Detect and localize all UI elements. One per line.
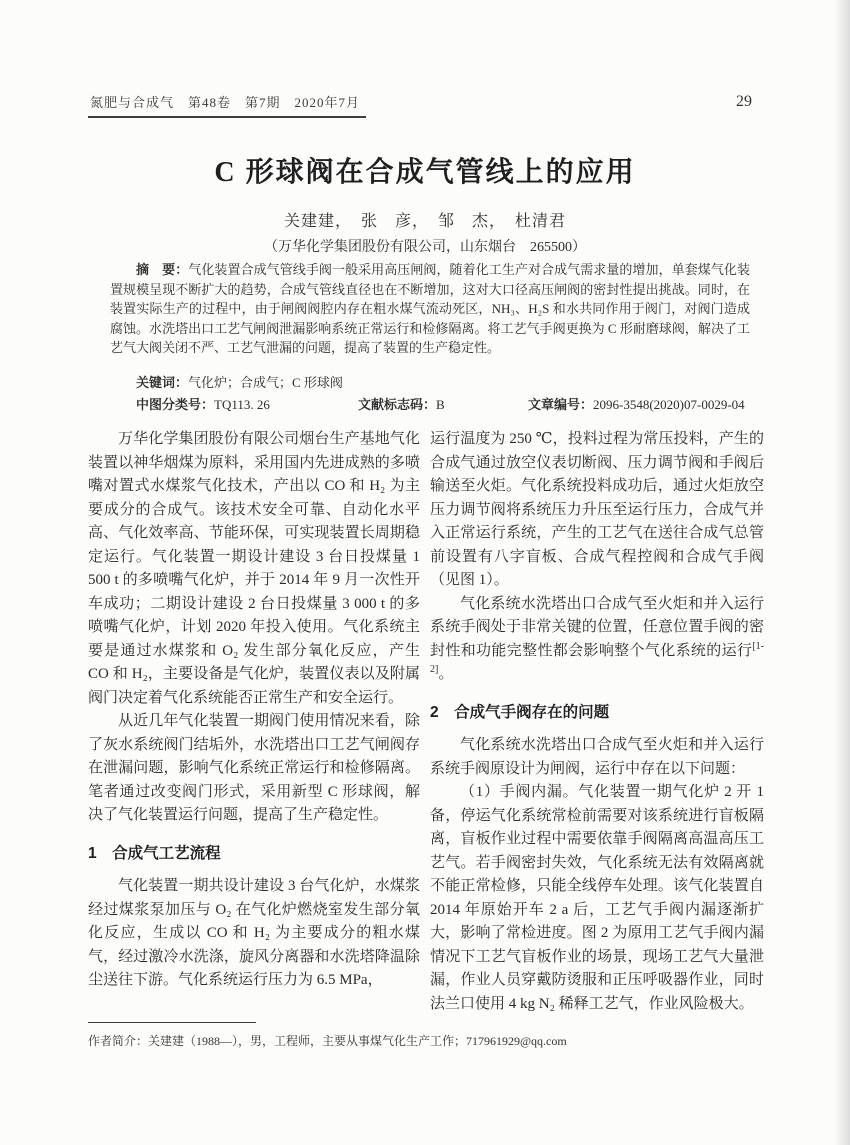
footnote-divider [88, 1022, 256, 1023]
citation-ref: [1-2] [430, 640, 764, 675]
section-2-paragraph-1: 气化系统水洗塔出口合成气至火炬和并入运行系统手阀原设计为闸阀，运行中存在以下问题： [430, 737, 764, 777]
page-number: 29 [736, 93, 752, 110]
abstract-text: 气化装置合成气管线手阀一般采用高压闸阀，随着化工生产对合成气需求量的增加，单套煤气化装置规模呈现不断扩大的趋势，合成气管线直径也在不断增加，这对大口径高压闸阀的密封性提出挑战。同时，在装置实际生产的过程中，由于闸阀阀腔内存在粗水煤气流动死区，NH₃、H₂S 和水共同作用于阀门，对阀门造成腐蚀。水洗塔出口工艺气闸阀泄漏影响系统正常运行和检修隔离。将工艺气手阀更换为 C 形耐磨球阀，解决了工艺气大阀关闭不严、工艺气泄漏的问题，提高了装置的生产稳定性。 [110, 262, 750, 355]
keywords-label: 关键词： [136, 375, 189, 390]
clc-label: 中图分类号： [136, 397, 215, 412]
section-2-heading: 2 合成气手阀存在的问题 [430, 703, 610, 721]
affiliation-line: （万华化学集团股份有限公司，山东烟台 265500） [264, 240, 586, 255]
running-header [88, 92, 366, 118]
abstract-block [110, 260, 750, 358]
abstract-label: 摘 要： [136, 262, 189, 277]
clc-value: TQ113. 26 [214, 397, 270, 412]
article-id-segment [528, 394, 745, 413]
body-column-right [430, 428, 764, 1013]
doc-code-segment [358, 394, 528, 413]
clc-segment [136, 394, 358, 413]
paragraph-end: 。 [438, 666, 454, 682]
doc-code-value: B [436, 397, 445, 412]
paragraph-text: 气化系统水洗塔出口合成气至火炬和并入运行系统手阀处于非常关键的位置，任意位置手阀的密封性和功能完整性都会影响整个气化系统的运行 [430, 595, 764, 659]
authors-line: 关建建， 张 彦， 邹 杰， 杜清君 [283, 213, 566, 230]
section-1-heading: 1 合成气工艺流程 [88, 844, 221, 862]
keywords-text: 气化炉；合成气；C 形球阀 [188, 375, 343, 390]
section-1-paragraph-2 [430, 593, 764, 687]
author-bio-footnote: 作者简介：关建建（1988—），男，工程师，主要从事煤气化生产工作；717961929@qq.com [88, 1034, 567, 1048]
body-column-left [88, 428, 420, 1013]
intro-paragraph-2: 从近几年气化装置一期阀门使用情况来看，除了灰水系统阀门结垢外，水洗塔出口工艺气闸阀存在泄漏问题，影响气化系统正常运行和检修隔离。笔者通过改变阀门形式，采用新型 C 形球阀，解决了气化装置运行问题，提高了生产稳定性。 [88, 713, 420, 823]
journal-issue-info: 氮肥与合成气 第48卷 第7期 2020年7月 [90, 95, 361, 110]
article-id-label: 文章编号： [528, 397, 594, 412]
article-meta-line [110, 394, 750, 413]
section-2-paragraph-2: （1）手阀内漏。气化装置一期气化炉 2 开 1 备，停运气化系统常检前需要对该系统进行盲板隔离，盲板作业过程中需要依靠手阀隔离高温高压工艺气。若手阀密封失效，气化系统无法有效隔离就不能正常检修，只能全线停车处理。该气化装置自 2014 年原始开车 2 a 后，工艺气手阀内漏逐渐扩大，影响了常检进度。图 2 为原用工艺气手阀内漏情况下工艺气盲板作业的场景，现场工艺气大量泄漏，作业人员穿戴防烫服和正压呼吸器作业，同时法兰口使用 4 kg N₂ 稀释工艺气，作业风险极大。 [430, 784, 764, 1012]
article-id-value: 2096-3548(2020)07-0029-04 [593, 397, 745, 412]
section-1-paragraph: 气化装置一期共设计建设 3 台气化炉，水煤浆经过煤浆泵加压与 O₂ 在气化炉燃烧室发生部分氧化反应，生成以 CO 和 H₂ 为主要成分的粗水煤气，经过激冷水洗涤，旋风分离器和水洗塔降温除尘送往下游。气化系统运行压力为 6.5 MPa， [88, 878, 420, 988]
abstract-paragraph [110, 260, 750, 358]
intro-paragraph-1: 万华化学集团股份有限公司烟台生产基地气化装置以神华烟煤为原料，采用国内先进成熟的多喷嘴对置式水煤浆气化技术，产出以 CO 和 H₂ 为主要成分的合成气。该技术安全可靠、自动化水平高、气化效率高、节能环保，可实现装置长周期稳定运行。气化装置一期设计建设 3 台日投煤量 1 500 t 的多喷嘴气化炉，并于 2014 年 9 月一次性开车成功；二期设计建设 2 台日投煤量 3 000 t 的多喷嘴气化炉，计划 2020 年投入使用。气化系统主要是通过水煤浆和 O₂ 发生部分氧化反应，产生 CO 和 H₂，主要设备是气化炉，装置仪表以及附属阀门决定着气化系统能否正常生产和安全运行。 [88, 431, 420, 706]
doc-code-label: 文献标志码： [358, 397, 437, 412]
article-title: C 形球阀在合成气管线上的应用 [214, 157, 636, 188]
section-1-paragraph-continued: 运行温度为 250 ℃，投料过程为常压投料，产生的合成气通过放空仪表切断阀、压力调节阀和手阀后输送至火炬。气化系统投料成功后，通过火炬放空压力调节阀将系统压力升压至运行压力，合成气并入正常运行系统，产生的工艺气在送往合成气总管前设置有八字盲板、合成气程控阀和合成气手阀（见图 1）。 [430, 431, 764, 588]
keywords-line [110, 372, 750, 391]
